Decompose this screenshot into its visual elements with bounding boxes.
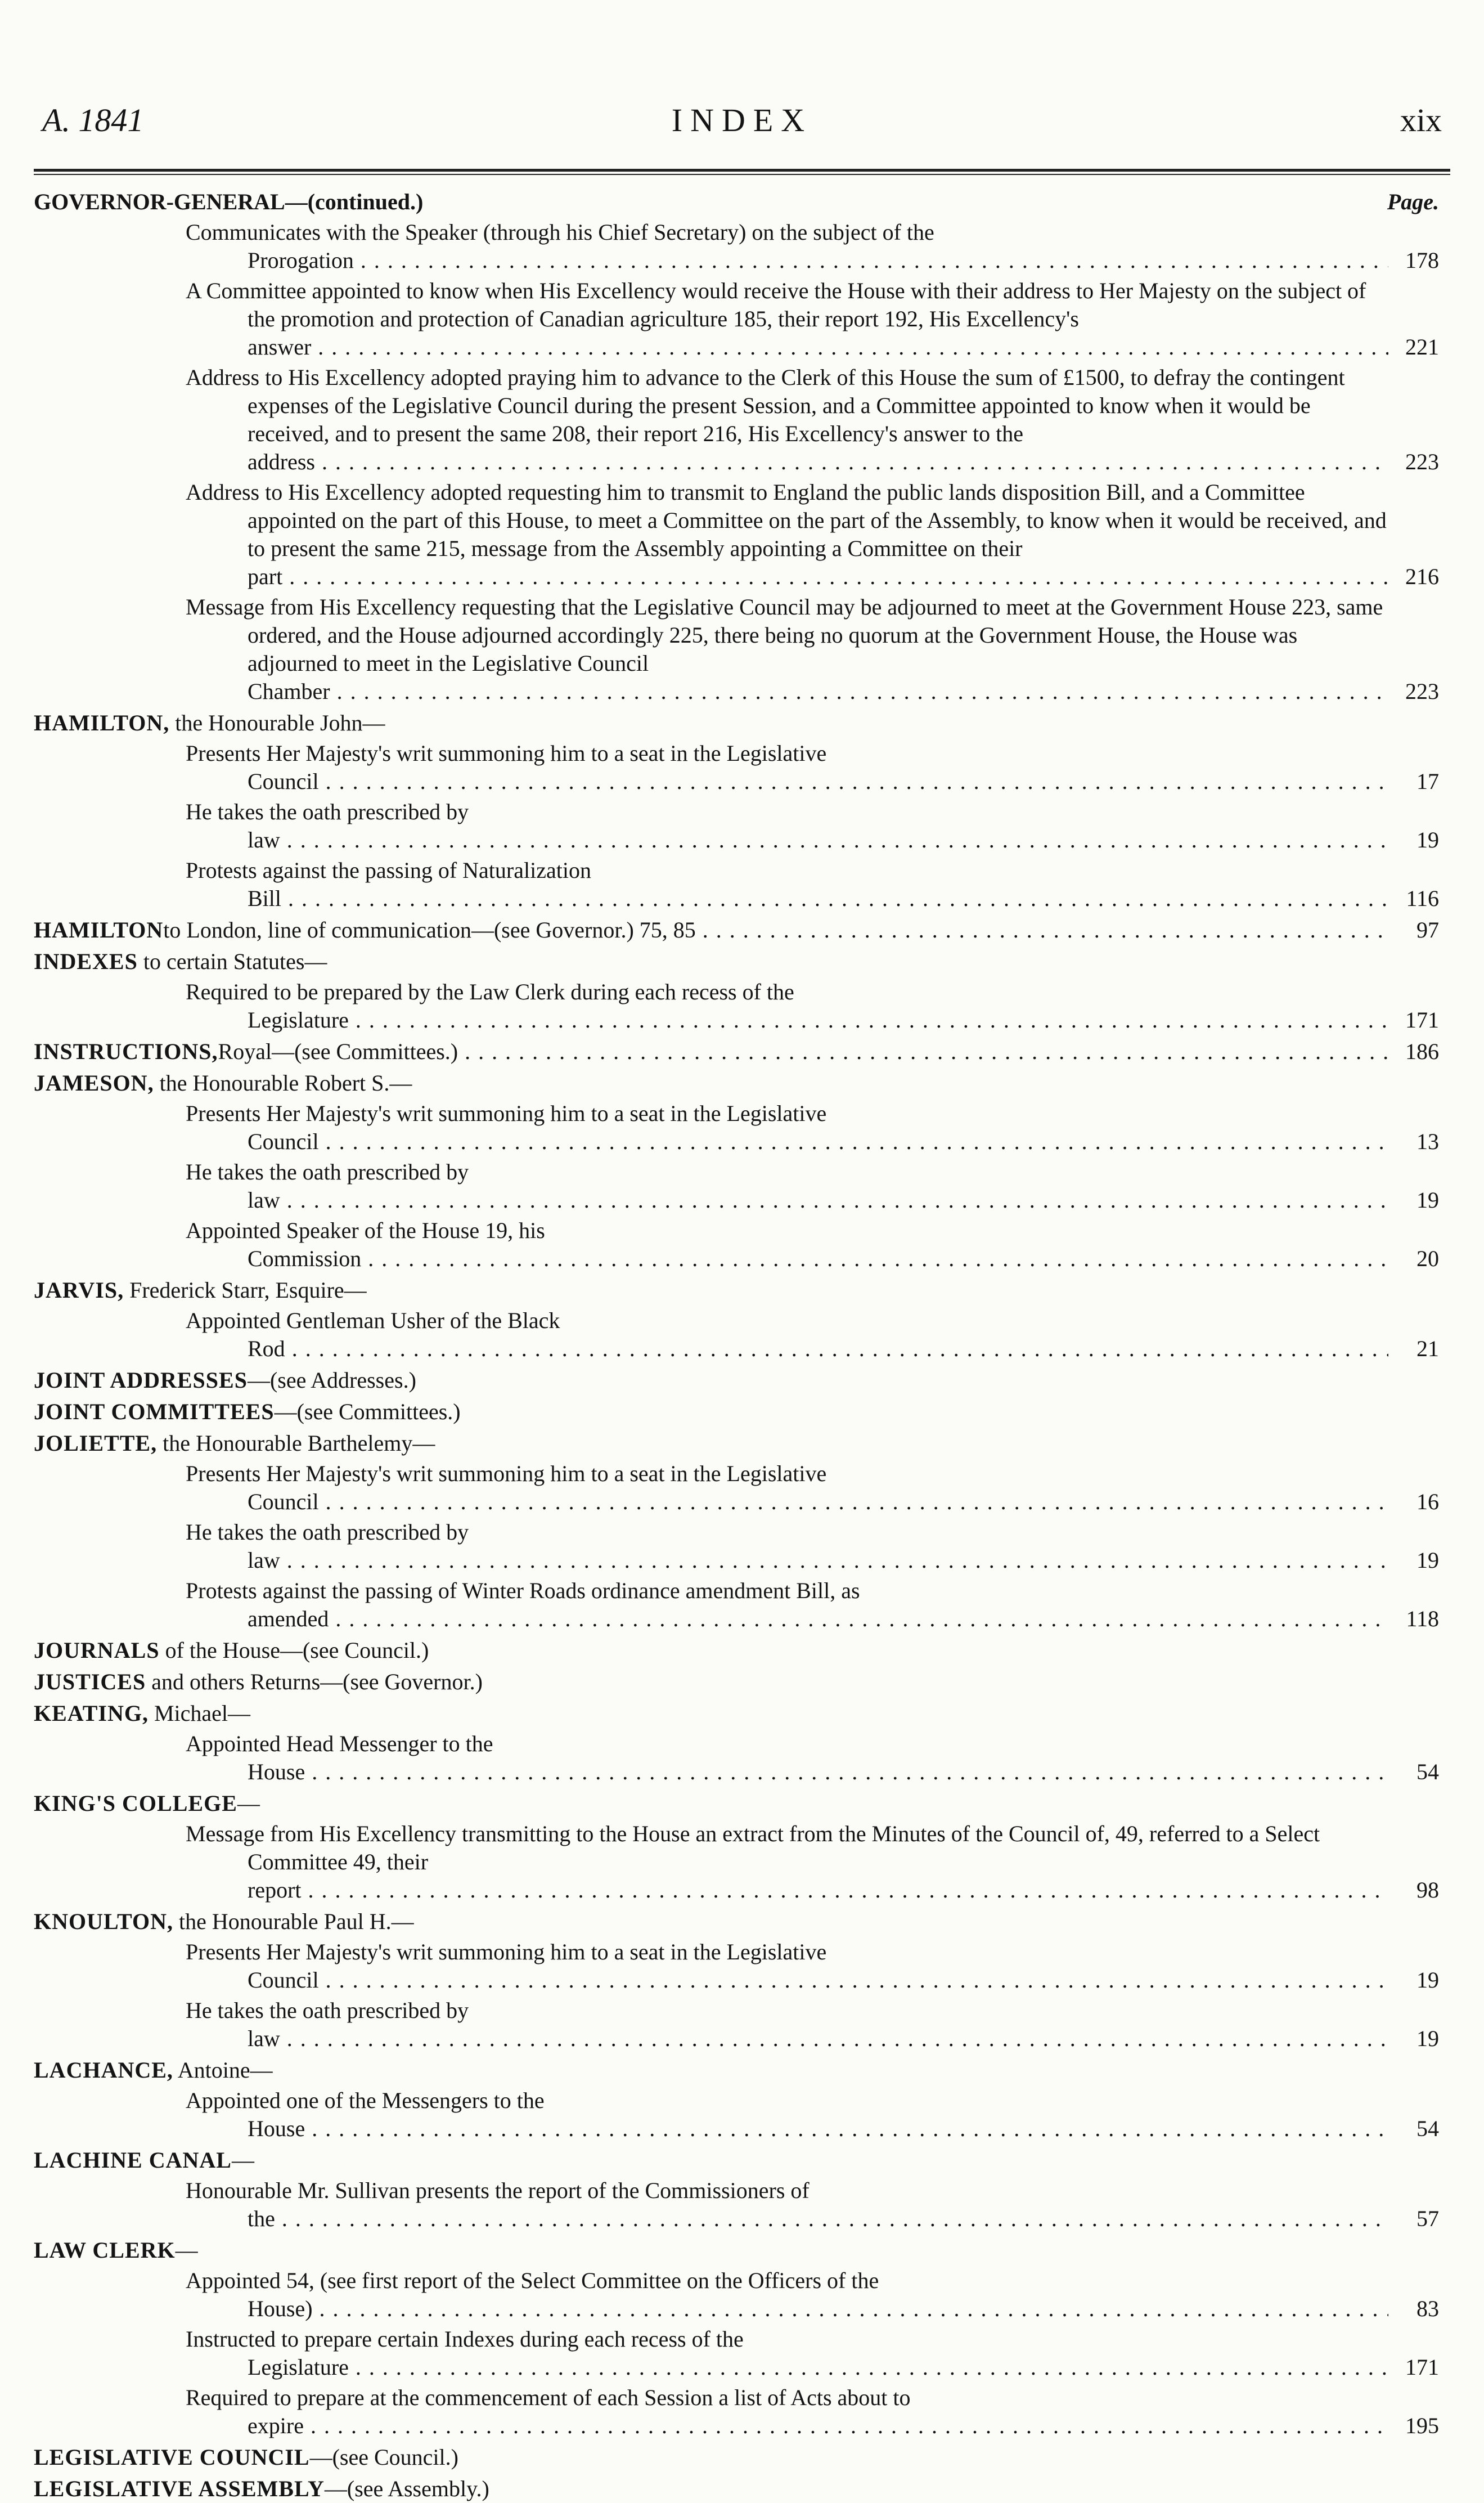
- entry-heading: [34, 916, 1439, 944]
- index-entry: [34, 1699, 1439, 1786]
- index-subentry: [186, 277, 1439, 361]
- entry-keyword: JOINT COMMITTEES: [34, 1399, 275, 1424]
- entry-keyword: KING'S COLLEGE: [34, 1791, 237, 1816]
- entry-description: —: [237, 1791, 260, 1816]
- index-subentry: [186, 2384, 1439, 2440]
- subentry-page: 16: [1416, 1489, 1439, 1514]
- entry-description: —: [231, 2147, 254, 2173]
- entry-keyword: LEGISLATIVE ASSEMBLY: [34, 2476, 325, 2501]
- entry-heading: [34, 948, 1439, 976]
- entry-keyword: LEGISLATIVE COUNCIL: [34, 2444, 310, 2470]
- entry-heading: [34, 2475, 1439, 2503]
- entry-heading: [34, 2056, 1439, 2084]
- subentry-text: Required to be prepared by the Law Clerk during each recess of the Legislature . . .: [186, 978, 1388, 1034]
- index-subentry: [186, 2267, 1439, 2323]
- entry-keyword: HAMILTON,: [34, 710, 170, 735]
- header-page-numeral: xix: [1400, 102, 1442, 138]
- entry-page: 186: [1405, 1039, 1439, 1064]
- entry-keyword: JAMESON,: [34, 1070, 154, 1096]
- entry-heading: [34, 1398, 1439, 1426]
- index-subentry: [186, 1217, 1439, 1273]
- index-content: [34, 186, 1439, 2503]
- index-entry: [34, 2443, 1439, 2471]
- index-entry: [34, 2146, 1439, 2233]
- index-entry: [34, 709, 1439, 913]
- index-entry: [34, 1668, 1439, 1696]
- subentry-page: 223: [1405, 679, 1439, 704]
- entry-description: the Honourable Barthelemy—: [157, 1430, 435, 1456]
- subentry-text: He takes the oath prescribed by law . . .: [186, 798, 1388, 854]
- entry-description: to London, line of communication—(see Governor.) 75, 85 . . .: [163, 916, 1388, 944]
- subentry-page: 195: [1405, 2413, 1439, 2438]
- subentry-page: 116: [1406, 886, 1439, 911]
- subentry-text: Protests against the passing of Winter Roads ordinance amendment Bill, as amended . . .: [186, 1577, 1388, 1633]
- subentry-text: Presents Her Majesty's writ summoning him to a seat in the Legislative Council . . .: [186, 1938, 1388, 1994]
- entry-page: 97: [1416, 917, 1439, 943]
- subentry-page: 98: [1416, 1877, 1439, 1903]
- subentry-text: Required to prepare at the commencement of each Session a list of Acts about to expire . . .: [186, 2384, 1388, 2440]
- subentry-text: Appointed 54, (see first report of the Select Committee on the Officers of the House) . . .: [186, 2267, 1388, 2323]
- entry-heading: [34, 1668, 1439, 1696]
- index-subentry: [186, 1577, 1439, 1633]
- entry-description: the Honourable Robert S.—: [154, 1070, 412, 1096]
- index-subentry: [186, 478, 1439, 591]
- entry-keyword: JOURNALS: [34, 1638, 160, 1663]
- subentry-page: 19: [1416, 827, 1439, 853]
- index-entry: [34, 2475, 1439, 2503]
- entry-keyword: INSTRUCTIONS,: [34, 1039, 218, 1064]
- index-subentry: [186, 978, 1439, 1034]
- index-entry: [34, 1908, 1439, 2053]
- index-entry: [34, 1038, 1439, 1066]
- entry-description: to certain Statutes—: [137, 949, 327, 974]
- entry-heading: [34, 1636, 1439, 1665]
- index-subentry: [186, 739, 1439, 796]
- subentry-text: Instructed to prepare certain Indexes during each recess of the Legislature . . .: [186, 2325, 1388, 2381]
- index-entry: [34, 1069, 1439, 1273]
- entry-description: Frederick Starr, Esquire—: [124, 1277, 367, 1303]
- index-subentry: [186, 364, 1439, 476]
- entry-heading: [34, 1069, 1439, 1097]
- index-entry: [34, 948, 1439, 1034]
- entry-description: the Honourable Paul H.—: [173, 1909, 414, 1934]
- entry-description: Antoine—: [173, 2057, 273, 2083]
- index-subentry: [186, 1518, 1439, 1575]
- header-year: A. 1841: [42, 102, 144, 138]
- entry-heading: [34, 1908, 1439, 1936]
- subentry-text: Address to His Excellency adopted praying him to advance to the Clerk of this House the sum of £1500, to defray the contingent expenses of the Legislative Council during the present Session, and a Committee appointed to know when it would be received, and to present the same 208, their report 216, His Excellency's answer to the address . . .: [186, 364, 1388, 476]
- index-subentry: [186, 798, 1439, 854]
- entry-description: of the House—(see Council.): [159, 1638, 429, 1663]
- entry-keyword: HAMILTON: [34, 917, 164, 943]
- entry-heading: [34, 1366, 1439, 1394]
- entry-keyword: LACHINE CANAL: [34, 2147, 232, 2173]
- subentry-page: 57: [1416, 2206, 1439, 2231]
- index-subentry: [186, 2177, 1439, 2233]
- index-subentry: [186, 1997, 1439, 2053]
- header-title: INDEX: [671, 102, 813, 138]
- subentry-page: 118: [1406, 1606, 1439, 1631]
- entry-keyword: LACHANCE,: [34, 2057, 173, 2083]
- index-subentry: [186, 1730, 1439, 1786]
- subentry-text: Presents Her Majesty's writ summoning him to a seat in the Legislative Council . . .: [186, 1460, 1388, 1516]
- entry-heading: [34, 1276, 1439, 1304]
- index-subentry: [186, 1938, 1439, 1994]
- index-subentry: [186, 1307, 1439, 1363]
- index-entries: [34, 709, 1439, 2503]
- page-header: [42, 101, 1442, 146]
- index-subentry: [186, 1460, 1439, 1516]
- subentry-page: 178: [1405, 248, 1439, 273]
- entry-keyword: JUSTICES: [34, 1669, 146, 1694]
- index-subentry: [186, 593, 1439, 706]
- subentry-page: 19: [1416, 1187, 1439, 1213]
- entry-description: —(see Assembly.): [324, 2476, 489, 2501]
- entry-heading: [34, 709, 1439, 737]
- entry-heading: [34, 1699, 1439, 1728]
- index-entry: [34, 1276, 1439, 1363]
- index-subentry: [186, 856, 1439, 913]
- index-entry: [34, 1636, 1439, 1665]
- section-heading: GOVERNOR-GENERAL—(continued.): [34, 189, 424, 214]
- index-entry: [34, 2236, 1439, 2440]
- subentry-text: He takes the oath prescribed by law . . .: [186, 1158, 1388, 1214]
- index-subentry: [186, 1158, 1439, 1214]
- subentry-text: Honourable Mr. Sullivan presents the report of the Commissioners of the . . .: [186, 2177, 1388, 2233]
- index-entry: [34, 2056, 1439, 2143]
- index-subentry: [186, 1820, 1439, 1904]
- entry-keyword: INDEXES: [34, 949, 138, 974]
- entry-description: —(see Committees.): [274, 1399, 461, 1424]
- subentry-page: 20: [1416, 1246, 1439, 1271]
- subentry-text: Appointed Speaker of the House 19, his Commission . . .: [186, 1217, 1388, 1273]
- entry-keyword: JOLIETTE,: [34, 1430, 158, 1456]
- entry-keyword: LAW CLERK: [34, 2237, 176, 2263]
- subentry-text: Appointed one of the Messengers to the House . . .: [186, 2087, 1388, 2143]
- entry-keyword: KEATING,: [34, 1701, 149, 1726]
- subentry-text: Address to His Excellency adopted requesting him to transmit to England the public lands disposition Bill, and a Committee appointed on the part of this House, to meet a Committee on the part of the Assembly, to know when it would be received, and to present the same 215, message from the Assembly appointing a Committee on their part . . .: [186, 478, 1388, 591]
- entry-keyword: KNOULTON,: [34, 1909, 173, 1934]
- subentry-page: 54: [1416, 1759, 1439, 1784]
- index-subentry: [186, 2087, 1439, 2143]
- entry-heading: [34, 2146, 1439, 2174]
- subentry-page: 83: [1416, 2296, 1439, 2321]
- subentry-page: 54: [1416, 2116, 1439, 2141]
- entry-description: and others Returns—(see Governor.): [146, 1669, 483, 1694]
- index-entry: [34, 1789, 1439, 1904]
- subentry-page: 13: [1416, 1129, 1439, 1154]
- entry-heading: [34, 1789, 1439, 1818]
- entry-heading: [34, 2443, 1439, 2471]
- subentry-page: 19: [1416, 1967, 1439, 1993]
- entry-description: —: [175, 2237, 198, 2263]
- header-rule: [34, 169, 1450, 175]
- index-entry: [34, 1429, 1439, 1633]
- index-entry: [34, 1366, 1439, 1394]
- index-subentry: [186, 218, 1439, 275]
- index-subentry: [186, 1100, 1439, 1156]
- page-column-label: Page.: [1387, 189, 1439, 214]
- subentry-text: Presents Her Majesty's writ summoning him to a seat in the Legislative Council . . .: [186, 1100, 1388, 1156]
- entry-description: the Honourable John—: [169, 710, 385, 735]
- section-heading-row: [34, 188, 1439, 216]
- subentry-page: 19: [1416, 1547, 1439, 1573]
- subentry-text: A Committee appointed to know when His Excellency would receive the House with their address to Her Majesty on the subject of the promotion and protection of Canadian agriculture 185, their report 192, His Excellency's answer . . .: [186, 277, 1388, 361]
- subentry-page: 223: [1405, 449, 1439, 474]
- entry-keyword: JOINT ADDRESSES: [34, 1367, 248, 1393]
- subentry-page: 21: [1416, 1336, 1439, 1361]
- subentry-page: 171: [1405, 2354, 1439, 2380]
- subentry-text: He takes the oath prescribed by law . . .: [186, 1518, 1388, 1575]
- subentry-text: He takes the oath prescribed by law . . .: [186, 1997, 1388, 2053]
- subentry-page: 221: [1405, 334, 1439, 360]
- subentry-text: Communicates with the Speaker (through his Chief Secretary) on the subject of the Prorogation . . .: [186, 218, 1388, 275]
- subentry-page: 216: [1405, 564, 1439, 589]
- entry-description: Royal—(see Committees.) . . .: [218, 1038, 1388, 1066]
- entry-heading: [34, 2236, 1439, 2264]
- subentry-text: Appointed Head Messenger to the House . . .: [186, 1730, 1388, 1786]
- subentry-text: Message from His Excellency requesting that the Legislative Council may be adjourned to meet at the Government House 223, same ordered, and the House adjourned accordingly 225, there being no quorum at the Government House, the House was adjourned to meet in the Legislative Council Chamber . . .: [186, 593, 1388, 706]
- entry-heading: [34, 1038, 1439, 1066]
- subentry-page: 171: [1405, 1007, 1439, 1033]
- subentry-text: Presents Her Majesty's writ summoning him to a seat in the Legislative Council . . .: [186, 739, 1388, 796]
- index-subentry: [186, 2325, 1439, 2381]
- subentry-page: 19: [1416, 2026, 1439, 2051]
- subentry-text: Message from His Excellency transmitting to the House an extract from the Minutes of the Council of, 49, referred to a Select Committee 49, their report . . .: [186, 1820, 1388, 1904]
- entry-description: —(see Council.): [309, 2444, 458, 2470]
- subentry-text: Protests against the passing of Naturalization Bill . . .: [186, 856, 1388, 913]
- entry-description: —(see Addresses.): [247, 1367, 416, 1393]
- entry-heading: [34, 1429, 1439, 1457]
- entry-description: Michael—: [148, 1701, 251, 1726]
- entry-keyword: JARVIS,: [34, 1277, 124, 1303]
- index-entry: [34, 916, 1439, 944]
- subentry-text: Appointed Gentleman Usher of the Black Rod . . .: [186, 1307, 1388, 1363]
- subentry-page: 17: [1416, 769, 1439, 794]
- governor-items: [34, 218, 1439, 706]
- index-entry: [34, 1398, 1439, 1426]
